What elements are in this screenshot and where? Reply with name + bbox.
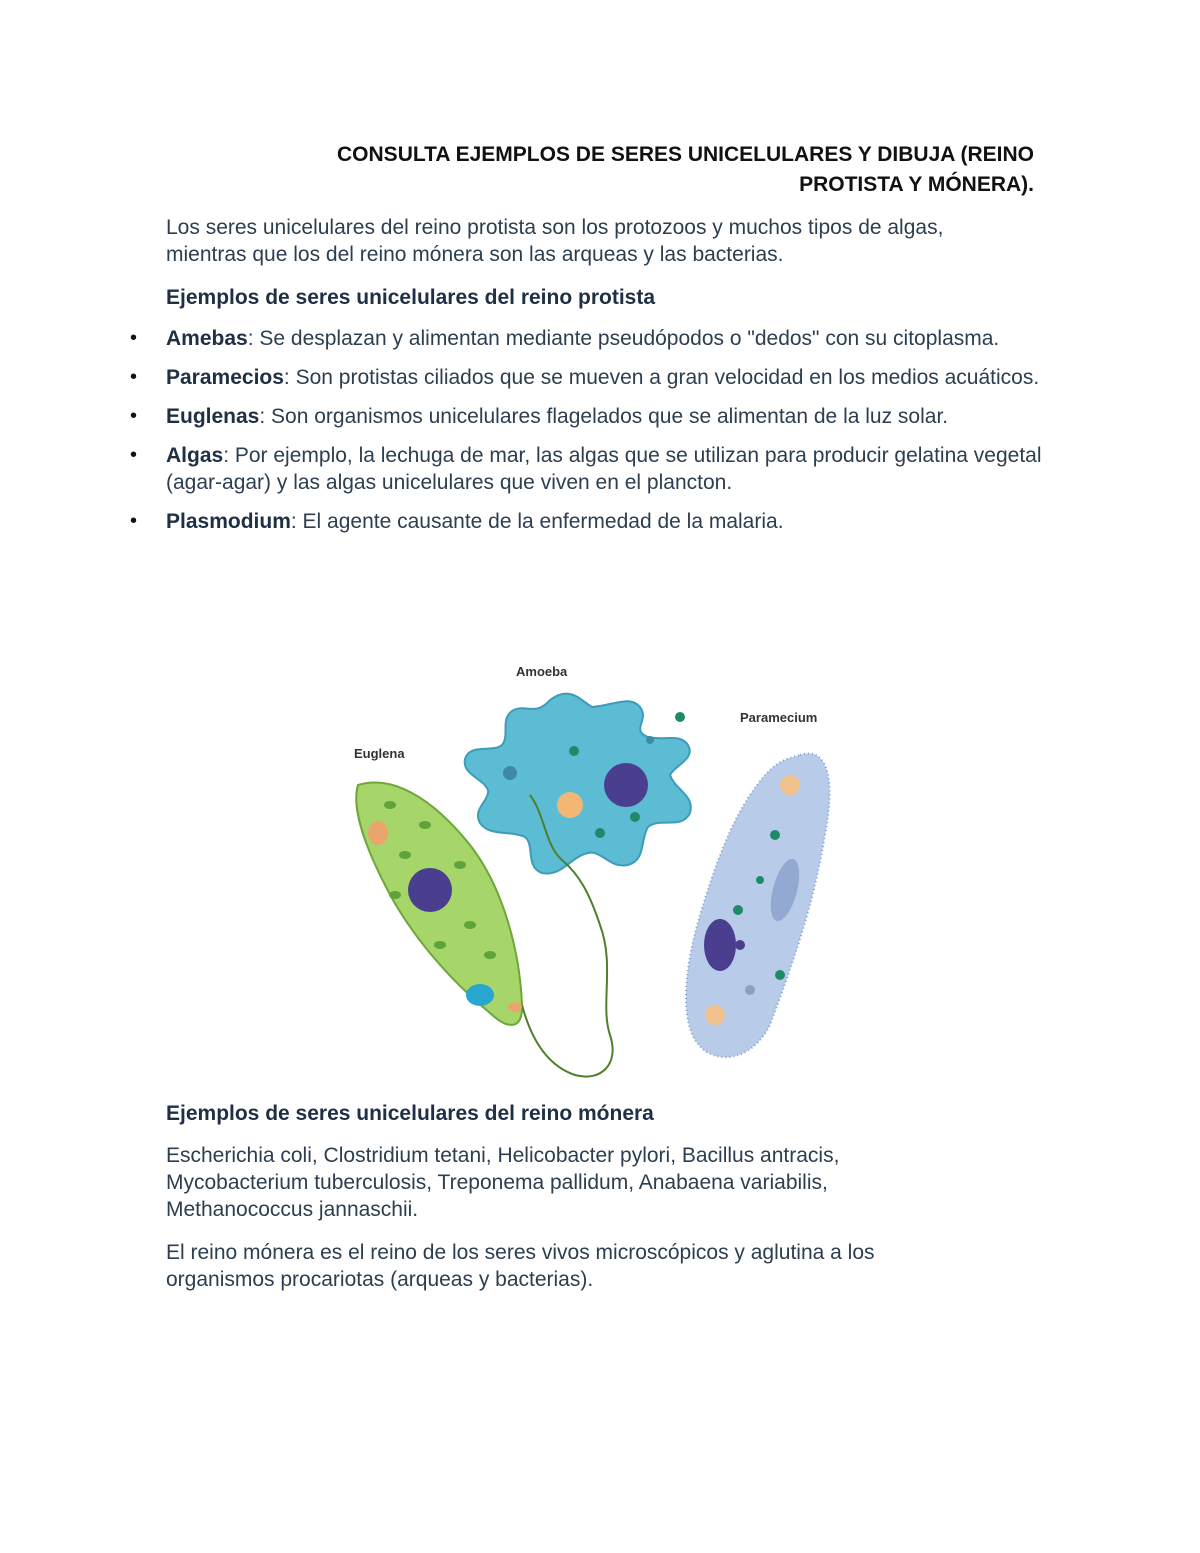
definition: : Son organismos unicelulares flagelados que se alimentan de la luz solar. [259,405,949,428]
title-line-1: CONSULTA EJEMPLOS DE SERES UNICELULARES Y DIBUJA (REINO [337,143,1034,166]
list-item-amebas [130,325,1046,352]
amoeba-label: Amoeba [516,664,568,679]
term: Plasmodium [166,510,291,533]
protists-illustration [330,645,860,1085]
list-item-plasmodium [130,508,1046,535]
amoeba-body [465,694,691,874]
term: Amebas [166,327,248,350]
bullet-icon: • [130,510,138,532]
term: Paramecios [166,366,284,389]
bullet-icon: • [130,444,138,466]
term: Algas [166,444,224,467]
paramecium-drawing [686,753,830,1057]
amoeba-vacuole [557,792,583,818]
euglena-label: Euglena [354,746,405,761]
list-item-paramecios [130,364,1046,391]
paramecium-label: Paramecium [740,710,818,725]
title-line-2: PROTISTA Y MÓNERA). [799,173,1034,196]
list-item-euglenas [130,403,1046,430]
protista-heading: Ejemplos de seres unicelulares del reino protista [166,286,656,309]
amoeba-drawing [465,694,691,874]
definition: : Son protistas ciliados que se mueven a gran velocidad en los medios acuáticos. [283,366,1040,389]
list-item-algas [130,442,1046,496]
bullet-icon: • [130,366,138,388]
monera-heading: Ejemplos de seres unicelulares del reino mónera [166,1102,654,1125]
definition: : Se desplazan y alimentan mediante pseudópodos o "dedos" con su citoplasma. [247,327,1000,350]
intro-paragraph: Los seres unicelulares del reino protista son los protozoos y muchos tipos de algas, mientras que los del reino mónera son las arqueas y las bacterias. [166,216,944,266]
document-title [166,140,1034,200]
monera-description: El reino mónera es el reino de los seres vivos microscópicos y aglutina a los organismos procariotas (arqueas y bacterias). [166,1241,875,1291]
protista-list [130,325,1046,547]
amoeba-nucleus [604,763,648,807]
term: Euglenas [166,405,260,428]
bullet-icon: • [130,405,138,427]
paramecium-nucleus [704,919,736,971]
definition: : Por ejemplo, la lechuga de mar, las algas que se utilizan para producir gelatina vegetal (agar-agar) y las algas unicelulares que viven en el plancton. [166,444,1042,494]
definition: : El agente causante de la enfermedad de la malaria. [290,510,784,533]
euglena-nucleus [408,868,452,912]
monera-examples: Escherichia coli, Clostridium tetani, Helicobacter pylori, Bacillus antracis, Mycobacterium tuberculosis, Treponema pallidum, Anabaena variabilis, Methanococcus jannaschii. [166,1144,840,1221]
bullet-icon: • [130,327,138,349]
